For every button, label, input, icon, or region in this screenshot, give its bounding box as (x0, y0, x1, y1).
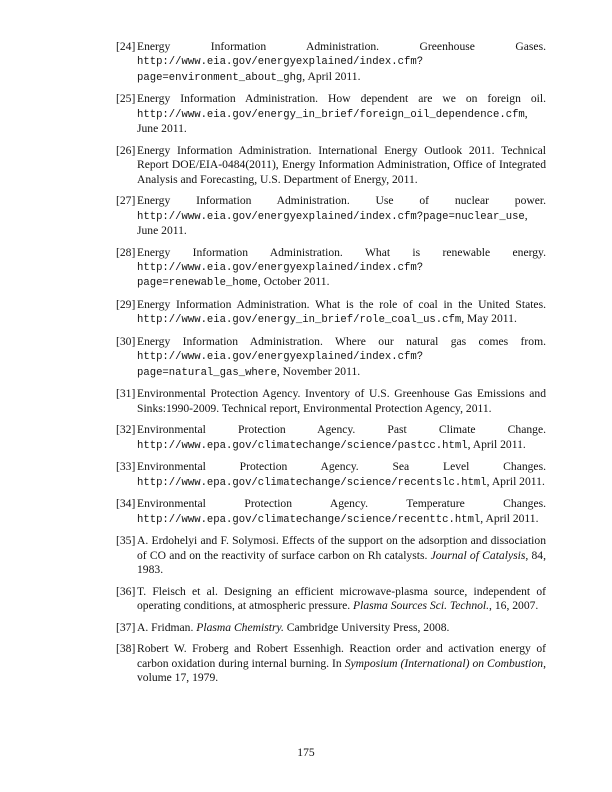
reference-text: , October 2011. (257, 275, 330, 289)
reference-entry (116, 246, 546, 291)
reference-entry (116, 298, 546, 328)
reference-text: , volume 17, 1979. (137, 656, 546, 685)
reference-number: [31] (116, 387, 136, 401)
reference-number: [29] (116, 298, 136, 312)
reference-text: Robert W. Froberg and Robert Essenhigh. Reaction order and activation energy of carbon oxidation during internal burning. In (137, 642, 546, 670)
reference-entry (116, 621, 546, 635)
reference-text: , April 2011. (486, 474, 545, 488)
reference-text: Energy Information Administration. Use of nuclear power. (137, 194, 546, 208)
reference-text: , 16, 2007. (489, 599, 539, 613)
reference-text: A. Fridman. (137, 620, 197, 634)
reference-entry (116, 144, 546, 187)
reference-source-title: Plasma Sources Sci. Technol. (353, 599, 490, 613)
reference-number: [38] (116, 642, 136, 656)
reference-number: [35] (116, 534, 136, 548)
reference-source-title: Symposium (International) on Combustion (344, 656, 544, 670)
reference-text: , June 2011. (137, 208, 528, 238)
reference-text: T. Fleisch et al. Designing an efficient microwave-plasma source, independent of operating conditions, at atmospheric pressure. (137, 584, 546, 613)
reference-entry (116, 642, 546, 685)
reference-text: Environmental Protection Agency. Temperature Changes. (137, 497, 546, 511)
reference-text: , 84, 1983. (137, 548, 546, 577)
reference-number: [30] (116, 335, 136, 349)
reference-number: [24] (116, 40, 136, 53)
reference-entry (116, 497, 546, 527)
reference-text: , April 2011. (467, 437, 526, 451)
reference-text: Energy Information Administration. Greenhouse Gases. (137, 40, 546, 53)
reference-url-link[interactable]: http://www.epa.gov/climatechange/science/recenttc.html (137, 513, 481, 526)
reference-url-link[interactable]: http://www.eia.gov/energyexplained/index.cfm?page=nuclear_use (137, 210, 525, 223)
reference-text: , April 2011. (480, 511, 539, 525)
reference-text: Energy Information Administration. Where our natural gas comes from. (137, 335, 546, 349)
reference-number: [33] (116, 460, 136, 474)
reference-number: [32] (116, 423, 136, 437)
bibliography-list (116, 40, 546, 693)
reference-source-title: Plasma Chemistry. (196, 620, 284, 634)
reference-url-link[interactable]: http://www.epa.gov/climatechange/science/recentslc.html (137, 476, 487, 489)
reference-number: [26] (116, 143, 136, 157)
reference-text: Energy Information Administration. International Energy Outlook 2011. Technical Report DOE/EIA-0484(2011), Energy Information Administration, Office of Integrated Analysis and Forecasting, U.S. Department of Energy, 2011. (137, 143, 546, 186)
reference-number: [27] (116, 194, 136, 208)
reference-url-link[interactable]: http://www.eia.gov/energyexplained/index.cfm?page=renewable_home (137, 262, 424, 290)
reference-text: Environmental Protection Agency. Sea Level Changes. (137, 460, 546, 474)
reference-number: [28] (116, 245, 136, 259)
reference-text: A. Erdohelyi and F. Solymosi. Effects of the support on the adsorption and dissociation of CO and on the reactivity of surface carbon on Rh catalysts. (137, 534, 546, 562)
reference-entry (116, 335, 546, 380)
reference-entry (116, 423, 546, 453)
reference-url-link[interactable]: http://www.eia.gov/energyexplained/index.cfm?page=environment_about_ghg (137, 56, 424, 84)
reference-url-link[interactable]: http://www.eia.gov/energy_in_brief/role_coal_us.cfm (137, 314, 462, 327)
reference-text: Environmental Protection Agency. Inventory of U.S. Greenhouse Gas Emissions and Sinks:1990-2009. Technical report, Environmental Protection Agency, 2011. (137, 387, 546, 415)
reference-source-title: Journal of Catalysis (430, 548, 526, 562)
reference-text: Environmental Protection Agency. Past Climate Change. (137, 423, 546, 437)
page-number: 175 (297, 746, 315, 759)
reference-entry (116, 387, 546, 416)
reference-number: [37] (116, 620, 136, 634)
reference-text: , April 2011. (302, 69, 361, 83)
reference-text: , May 2011. (461, 312, 517, 326)
reference-url-link[interactable]: http://www.eia.gov/energy_in_brief/foreign_oil_dependence.cfm (137, 108, 525, 121)
reference-text: Energy Information Administration. What is renewable energy. (137, 245, 546, 259)
reference-text: Cambridge University Press, 2008. (283, 620, 450, 634)
reference-text: , June 2011. (137, 106, 528, 136)
reference-url-link[interactable]: http://www.epa.gov/climatechange/science/pastcc.html (137, 439, 468, 452)
reference-entry (116, 40, 546, 85)
reference-text: , November 2011. (276, 364, 361, 378)
reference-number: [25] (116, 92, 136, 106)
reference-url-link[interactable]: http://www.eia.gov/energyexplained/index.cfm?page=natural_gas_where (137, 351, 424, 379)
reference-entry (116, 534, 546, 577)
reference-entry (116, 194, 546, 238)
reference-entry (116, 585, 546, 614)
reference-entry (116, 92, 546, 136)
reference-text: Energy Information Administration. How dependent are we on foreign oil. (137, 92, 546, 106)
reference-number: [36] (116, 584, 136, 598)
reference-entry (116, 460, 546, 490)
reference-text: Energy Information Administration. What is the role of coal in the United States. (137, 298, 546, 312)
reference-number: [34] (116, 497, 136, 511)
